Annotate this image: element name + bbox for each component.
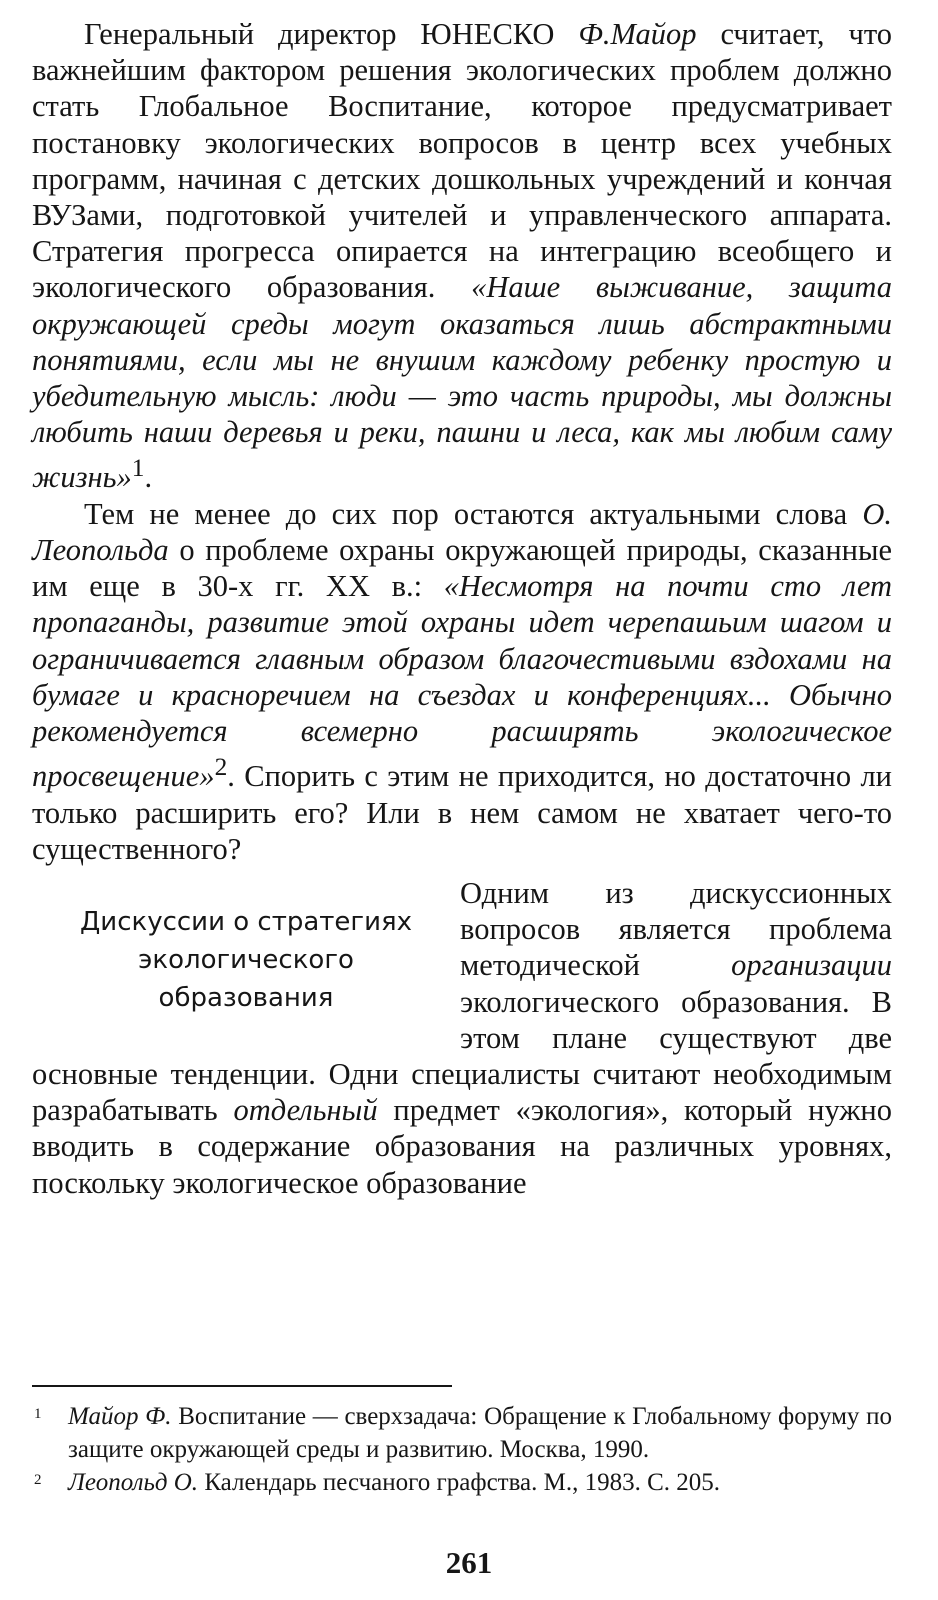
- quote: «Несмотря на почти сто лет пропаганды, развитие этой охраны идет черепашьим шагом и ограничивается главным образом благочестивыми вздохами на бумаге и красноречием на съездах и конференциях... Обычно рекомендуется всемерно расширять экологическое просвещение»: [32, 569, 893, 794]
- footnote-ref-2[interactable]: 2: [214, 753, 228, 782]
- page-number: 261: [445, 1545, 493, 1580]
- author-name: О. Леопольда: [32, 496, 892, 567]
- emphasis: организации: [731, 948, 892, 983]
- paragraph-1: Генеральный директор ЮНЕСКО Ф.Майор считает, что важнейшим фактором решения экологических проблем должно стать Глобальное Воспитание, которое предусматривает постановку экологических вопросов в центр всех учебных программ, начиная с детских дошкольных учреждений и кончая ВУЗами, подготовкой учителей и управленческого аппарата. Стратегия прогресса опирается на интеграцию всеобщего и экологического образования. «Наше выживание, защита окружающей среды могут оказаться лишь абстрактными понятиями, если мы не внушим каждому ребенку простую и убедительную мысль: люди — это часть природы, мы должны любить наши деревья и реки, пашни и леса, как мы любим саму жизнь»$^1$.: [32, 17, 892, 495]
- footnote-divider: [32, 1385, 452, 1387]
- footnote-1: 1 Майор Ф. Воспитание — сверхзадача: Обращение к Глобальному форуму по защите окружающей среды и развитию. Москва, 1990.: [34, 1403, 892, 1463]
- footnote-2: 2 Леопольд О. Календарь песчаного графства. М., 1983. С. 205.: [34, 1469, 721, 1496]
- emphasis: отдельный: [233, 1093, 378, 1128]
- paragraph-2: Тем не менее до сих пор остаются актуальными слова О. Леопольда о проблеме охраны окружающей природы, сказанные им еще в 30-х гг. XX в.: «Несмотря на почти сто лет пропаганды, развитие этой охраны идет черепашьим шагом и ограничивается главным образом благочестивыми вздохами на бумаге и красноречием на съездах и конференциях... Обычно рекомендуется всемерно расширять экологическое просвещение»$^2$. Спорить с этим не приходится, но достаточно ли только расширить его? Или в нем самом не хватает чего-то существенного?: [32, 496, 893, 866]
- paragraph-3: Одним из дискуссионных вопросов является проблема методической организации экологического образования. В этом плане существуют две основные тенденции. Одни специалисты считают необходимым разрабатывать отдельный предмет «экология», который нужно вводить в содержание образования на различных уровнях, поскольку экологическое образование: [32, 875, 892, 1200]
- section-heading: Дискуссии о стратегиях экологического образования: [79, 906, 413, 1013]
- main-text: [32, 16, 892, 1201]
- footnote-ref-1[interactable]: 1: [131, 454, 145, 483]
- author-name: Ф.Майор: [578, 17, 697, 51]
- quote: «Наше выживание, защита окружающей среды могут оказаться лишь абстрактными понятиями, если мы не внушим каждому ребенку простую и убедительную мысль: люди — это часть природы, мы должны любить наши деревья и реки, пашни и леса, как мы любим саму жизнь»: [32, 270, 892, 495]
- footnotes: [32, 1400, 892, 1499]
